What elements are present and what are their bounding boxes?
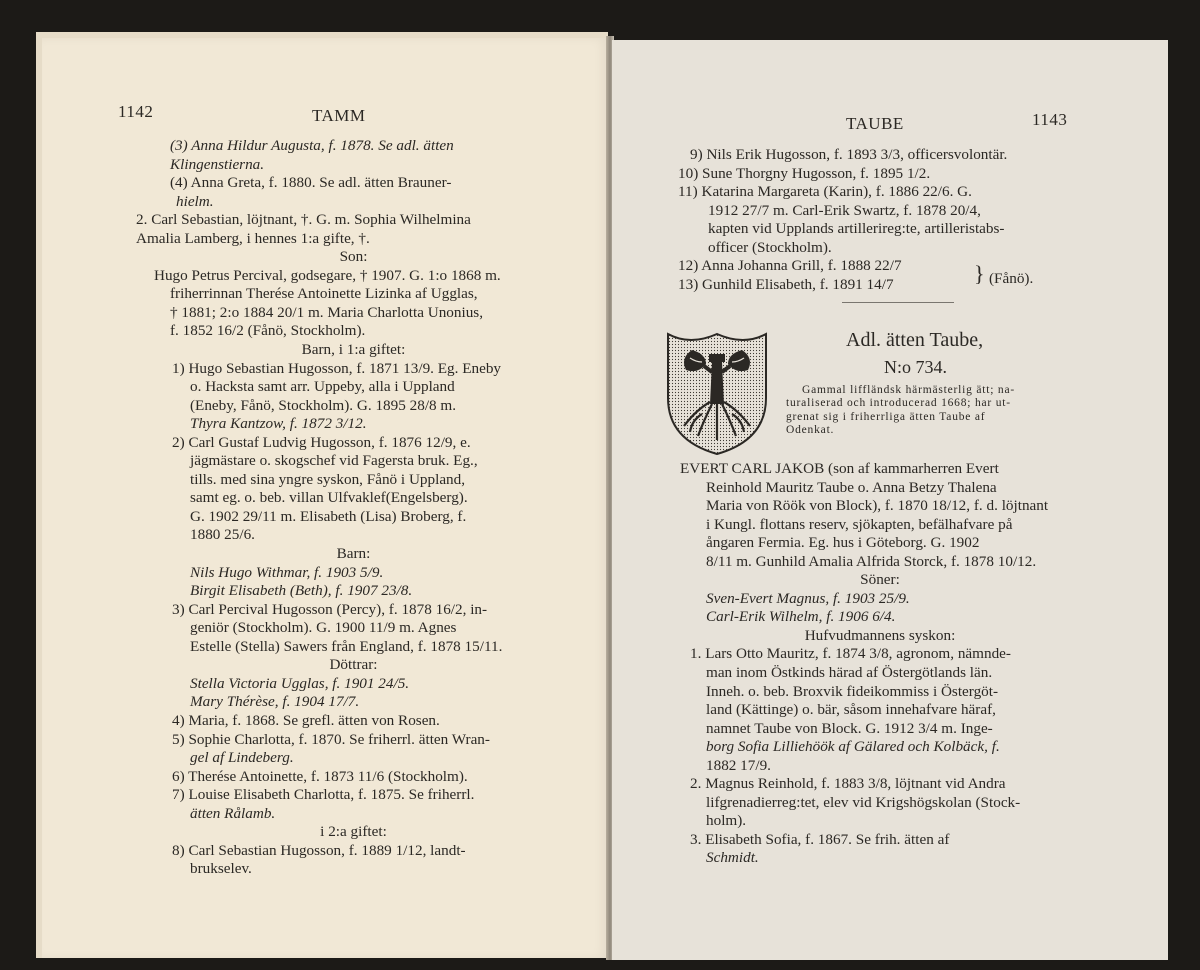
- text-line: turaliserad och introducerad 1668; har ut-: [786, 397, 1011, 410]
- residence-note: (Fånö).: [989, 270, 1034, 287]
- text-line: brukselev.: [190, 860, 252, 878]
- text-line: 2) Carl Gustaf Ludvig Hugosson, f. 1876 12/9, e.: [172, 433, 471, 451]
- text-line: † 1881; 2:o 1884 20/1 m. Maria Charlotta Unonius,: [170, 303, 484, 321]
- text-line: Son:: [339, 248, 368, 266]
- text-line: 11) Katarina Margareta (Karin), f. 1886 22/6. G.: [678, 183, 972, 201]
- text-line: Hufvudmannens syskon:: [804, 626, 956, 644]
- text-line: Nils Hugo Withmar, f. 1903 5/9.: [190, 563, 384, 581]
- text-line: Odenkat.: [786, 424, 835, 437]
- family-title: Adl. ätten Taube,: [846, 329, 984, 351]
- text-line: EVERT CARL JAKOB (son af kammarherren Evert: [680, 460, 999, 477]
- text-line: samt eg. o. beb. villan Ulfvaklef(Engelsberg).: [190, 489, 468, 507]
- text-line: Birgit Elisabeth (Beth), f. 1907 23/8.: [190, 582, 413, 600]
- text-line: o. Hacksta samt arr. Uppeby, alla i Uppland: [190, 378, 455, 396]
- text-line: i 2:a giftet:: [320, 823, 387, 841]
- text-line: officer (Stockholm).: [708, 238, 832, 256]
- text-line: 2. Magnus Reinhold, f. 1883 3/8, löjtnant vid Andra: [690, 775, 1006, 793]
- text-line: gel af Lindeberg.: [190, 749, 294, 767]
- text-line: i Kungl. flottans reserv, sjökapten, befälhafvare på: [706, 515, 1013, 533]
- text-line: Amalia Lamberg, i hennes 1:a gifte, †.: [136, 229, 370, 247]
- text-line: Sven-Evert Magnus, f. 1903 25/9.: [706, 589, 910, 607]
- right-body-text: [680, 460, 1080, 868]
- text-line: ätten Rålamb.: [190, 804, 276, 822]
- text-line: 3. Elisabeth Sofia, f. 1867. Se frih. ätten af: [690, 830, 950, 848]
- left-page-number: 1142: [118, 102, 154, 121]
- text-line: Barn, i 1:a giftet:: [301, 341, 406, 359]
- text-line: Inneh. o. beb. Broxvik fideikommiss i Östergöt-: [706, 682, 999, 700]
- text-line: friherrinnan Therése Antoinette Lizinka af Ugglas,: [170, 285, 478, 303]
- right-running-head: TAUBE: [846, 114, 904, 133]
- text-line: G. 1902 29/11 m. Elisabeth (Lisa) Broberg, f.: [190, 507, 467, 525]
- text-line: Schmidt.: [706, 849, 759, 867]
- text-line: 3) Carl Percival Hugosson (Percy), f. 1878 16/2, in-: [172, 600, 488, 618]
- text-line: (Eneby, Fånö, Stockholm). G. 1895 28/8 m.: [190, 396, 457, 414]
- section-divider: [842, 302, 954, 303]
- text-line: 4) Maria, f. 1868. Se grefl. ätten von Rosen.: [172, 711, 440, 729]
- text-line: Maria von Röök von Block), f. 1870 18/12, f. d. löjtnant: [706, 497, 1049, 515]
- text-line: f. 1852 16/2 (Fånö, Stockholm).: [170, 322, 366, 340]
- text-line: Söner:: [860, 571, 900, 589]
- text-line: 9) Nils Erik Hugosson, f. 1893 3/3, officersvolontär.: [690, 146, 1008, 163]
- text-line: land (Kättinge) o. bär, såsom innehafvare häraf,: [706, 701, 996, 719]
- text-line: 1880 25/6.: [190, 526, 255, 544]
- family-number: N:o 734.: [884, 357, 947, 377]
- text-line: Reinhold Mauritz Taube o. Anna Betzy Thalena: [706, 478, 997, 496]
- text-line: 8) Carl Sebastian Hugosson, f. 1889 1/12, landt-: [172, 841, 466, 859]
- text-line: (4) Anna Greta, f. 1880. Se adl. ätten Brauner-: [170, 174, 452, 192]
- text-line: jägmästare o. skogschef vid Fagersta bruk. Eg.,: [190, 452, 478, 470]
- text-line: 6) Therése Antoinette, f. 1873 11/6 (Stockholm).: [172, 767, 468, 785]
- text-line: (3) Anna Hildur Augusta, f. 1878. Se adl. ätten: [170, 137, 454, 154]
- text-line: Klingenstierna.: [170, 155, 265, 173]
- text-line: 12) Anna Johanna Grill, f. 1888 22/7: [678, 257, 902, 275]
- left-running-head: TAMM: [312, 106, 366, 125]
- text-line: Mary Thérèse, f. 1904 17/7.: [190, 693, 360, 711]
- text-line: man inom Östkinds härad af Östergötlands län.: [706, 664, 993, 682]
- text-line: 1882 17/9.: [706, 756, 771, 774]
- text-line: tills. med sina yngre syskon, Fånö i Uppland,: [190, 470, 466, 488]
- brace-icon: }: [974, 261, 985, 286]
- text-line: 13) Gunhild Elisabeth, f. 1891 14/7: [678, 275, 894, 293]
- text-line: Thyra Kantzow, f. 1872 3/12.: [190, 415, 367, 433]
- text-line: 1. Lars Otto Mauritz, f. 1874 3/8, agronom, nämnde-: [690, 645, 1011, 663]
- text-line: 7) Louise Elisabeth Charlotta, f. 1875. Se friherrl.: [172, 786, 475, 804]
- text-line: grenat sig i friherrliga ätten Taube af: [786, 410, 986, 423]
- text-line: 2. Carl Sebastian, löjtnant, †. G. m. Sophia Wilhelmina: [136, 211, 471, 229]
- text-line: 1) Hugo Sebastian Hugosson, f. 1871 13/9. Eg. Eneby: [172, 359, 502, 377]
- text-line: hielm.: [176, 192, 214, 210]
- text-line: kapten vid Upplands artillerireg:te, artilleristabs-: [708, 220, 1005, 238]
- text-line: 5) Sophie Charlotta, f. 1870. Se friherrl. ätten Wran-: [172, 730, 490, 748]
- text-line: holm).: [706, 812, 747, 830]
- text-line: Barn:: [336, 545, 371, 563]
- text-line: lifgrenadierreg:tet, elev vid Krigshögskolan (Stock-: [706, 793, 1021, 811]
- text-line: Gammal liffländsk härmästerlig ätt; na-: [802, 384, 1016, 396]
- text-line: ångaren Fermia. Eg. hus i Göteborg. G. 1902: [706, 534, 980, 552]
- text-line: Carl-Erik Wilhelm, f. 1906 6/4.: [706, 608, 896, 626]
- text-line: borg Sofia Lilliehöök af Gälared och Kolbäck, f.: [706, 738, 1000, 756]
- text-line: 1912 27/7 m. Carl-Erik Swartz, f. 1878 20/4,: [708, 201, 981, 219]
- text-line: Hugo Petrus Percival, godsegare, † 1907. G. 1:o 1868 m.: [154, 266, 501, 284]
- text-line: geniör (Stockholm). G. 1900 11/9 m. Agnes: [190, 619, 457, 637]
- left-page-text: [136, 137, 561, 879]
- text-line: Döttrar:: [329, 656, 378, 674]
- text-line: Estelle (Stella) Sawers från England, f. 1878 15/11.: [190, 637, 503, 655]
- text-line: 10) Sune Thorgny Hugosson, f. 1895 1/2.: [678, 164, 931, 182]
- text-line: namnet Taube von Block. G. 1912 3/4 m. Inge-: [706, 719, 993, 737]
- taube-coat-of-arms-icon: [662, 328, 772, 458]
- text-line: 8/11 m. Gunhild Amalia Alfrida Storck, f. 1878 10/12.: [706, 552, 1037, 570]
- text-line: Stella Victoria Ugglas, f. 1901 24/5.: [190, 674, 410, 692]
- family-intro: [786, 384, 1086, 438]
- right-page-number: 1143: [1032, 110, 1068, 129]
